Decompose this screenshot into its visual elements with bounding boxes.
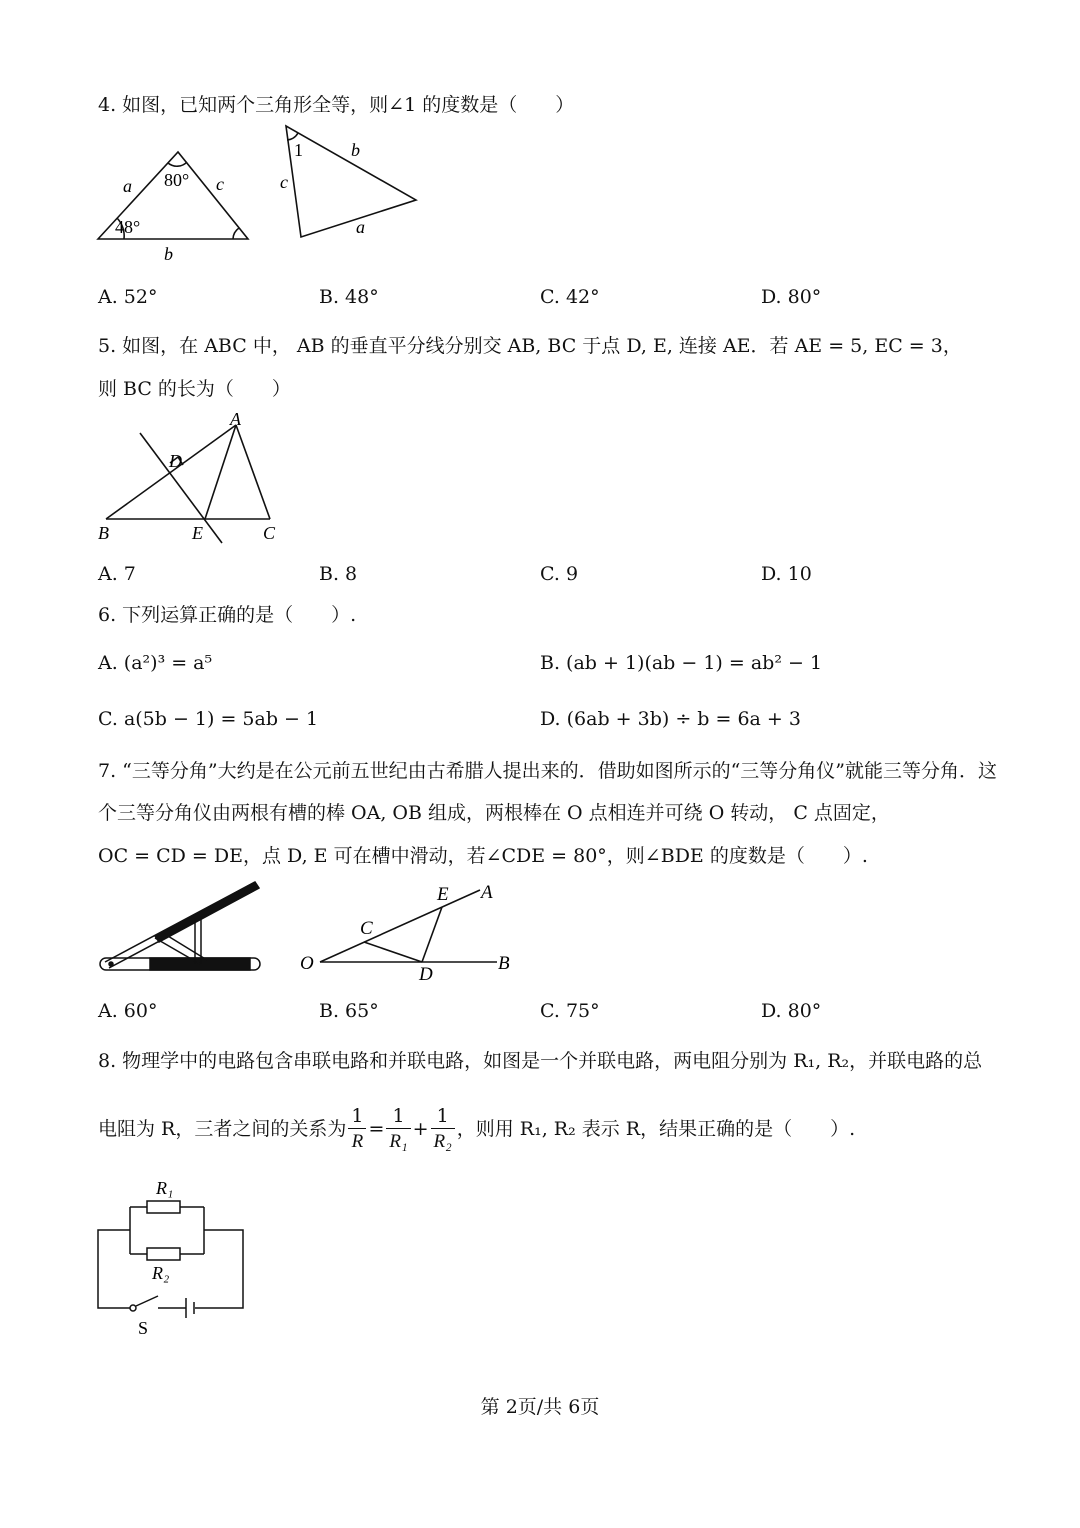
q4-option-d: D. 80° [761,286,822,308]
q7-label-c: C [360,918,373,939]
q7-figure [292,872,522,987]
q7-label-b: B [498,953,510,974]
q5-stem-line1: 5. 如图，在 ABC 中， AB 的垂直平分线分别交 AB, BC 于点 D, E, 连接 AE．若 AE = 5, EC = 3， [98,335,962,357]
q7-option-a: A. 60° [98,1000,158,1022]
q5-option-a: A. 7 [98,563,136,585]
q8-frac-t1-num: 1 [386,1104,410,1129]
q8-label-r1: R₁ [156,1178,174,1198]
q8-frac-lhs-num: 1 [348,1104,366,1129]
q4-t1-angle-left: 48° [115,217,141,237]
q4-t1-label-c: c [216,174,224,194]
q4-t2-angle-1: 1 [294,140,303,160]
q7-option-c: C. 75° [540,1000,600,1022]
q5-lines [106,425,270,543]
q7-trisector-photo [95,872,265,977]
q4-t2-label-c: c [280,172,288,192]
q7-label-e: E [437,884,449,905]
q8-label-s: S [138,1318,149,1338]
q8-resistor-r2 [147,1248,180,1260]
q7-stem-line3: OC = CD = DE，点 D, E 可在槽中滑动，若∠CDE = 80°，则∠BDE 的度数是（ ）. [98,845,868,867]
q5-label-c: C [263,523,276,543]
q4-figure [90,120,430,270]
q4-t2-label-a: a [356,217,365,237]
q8-line2-post: ，则用 R₁, R₂ 表示 R，结果正确的是（ ）. [456,1118,856,1140]
q4-t1-label-a: a [123,176,132,196]
q7-option-d: D. 80° [761,1000,822,1022]
q7-stem-line1: 7. “三等分角”大约是在公元前五世纪由古希腊人提出来的．借助如图所示的“三等分角仪”就能三等分角．这 [98,760,998,782]
q8-frac-lhs-den: R [351,1130,364,1152]
q4-option-c: C. 42° [540,286,600,308]
q4-t1-angle-top: 80° [164,170,190,190]
page-footer: 第 2页/共 6页 [480,1396,600,1418]
q8-stem-line1: 8. 物理学中的电路包含串联电路和并联电路，如图是一个并联电路，两电阻分别为 R₁, R₂，并联电路的总 [98,1050,983,1072]
q5-label-e: E [192,523,203,543]
q8-stem-line2 [98,1100,855,1158]
q4-t2-label-b: b [351,140,360,160]
q8-circuit-figure [90,1172,260,1342]
q5-label-a: A [230,409,241,429]
q7-lines [320,890,497,962]
q4-t1-label-b: b [164,244,173,264]
q6-option-a: A. (a²)³ = a⁵ [98,652,213,674]
q8-frac-t2 [431,1104,455,1155]
q7-label-a: A [481,882,493,903]
q5-option-d: D. 10 [761,563,812,585]
q8-resistor-r1 [147,1201,180,1213]
q5-option-b: B. 8 [319,563,358,585]
q8-plus: + [412,1118,429,1140]
q8-circuit-wires [98,1201,243,1318]
q4-option-a: A. 52° [98,286,158,308]
q8-frac-lhs [348,1104,366,1155]
q5-option-c: C. 9 [540,563,579,585]
q8-frac-t1 [386,1104,410,1155]
q8-equals: = [368,1118,385,1140]
q7-stem-line2: 个三等分角仪由两根有槽的棒 OA, OB 组成，两根棒在 O 点相连并可绕 O 转动， C 点固定， [98,802,890,824]
q5-label-d: D [169,451,182,471]
q5-label-b: B [98,523,109,543]
q7-label-d: D [419,964,433,985]
q4-stem: 4. 如图，已知两个三角形全等，则∠1 的度数是（ ） [98,94,575,116]
q5-figure [90,405,290,555]
q6-option-b: B. (ab + 1)(ab − 1) = ab² − 1 [540,652,823,674]
q8-label-r2: R₂ [152,1263,170,1283]
q4-option-b: B. 48° [319,286,379,308]
q5-stem-line2: 则 BC 的长为（ ） [98,378,291,400]
q6-stem: 6. 下列运算正确的是（ ）. [98,604,357,626]
q8-frac-t2-num: 1 [431,1104,455,1129]
q7-option-b: B. 65° [319,1000,379,1022]
q8-frac-t2-den: R₂ [433,1130,452,1152]
q6-option-d: D. (6ab + 3b) ÷ b = 6a + 3 [540,708,801,730]
q6-option-c: C. a(5b − 1) = 5ab − 1 [98,708,319,730]
q8-frac-t1-den: R₁ [389,1130,408,1152]
q8-line2-pre: 电阻为 R，三者之间的关系为 [98,1118,347,1140]
q7-label-o: O [300,953,314,974]
